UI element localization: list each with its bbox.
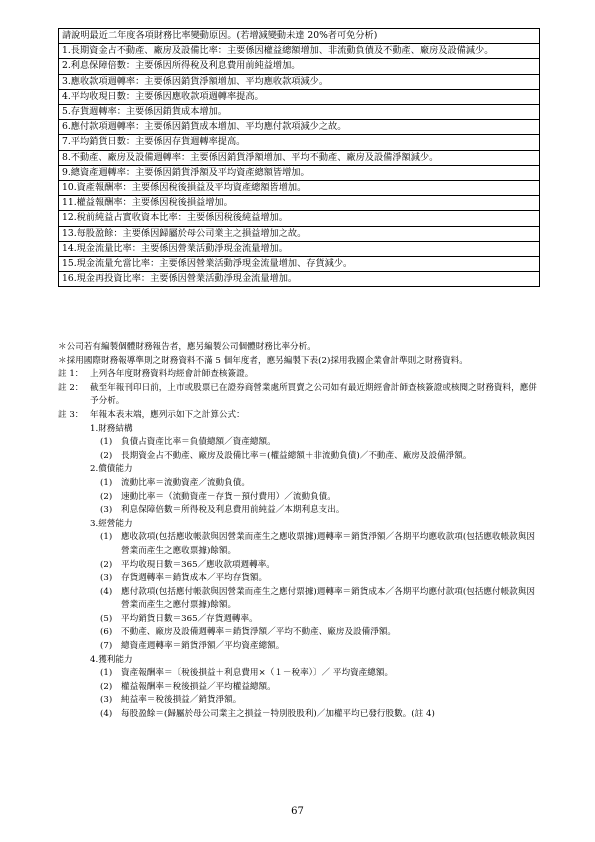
item-number: (5)	[100, 613, 113, 624]
item-number: (3)	[100, 573, 113, 584]
section-title: 1.財務結構	[90, 423, 133, 434]
formula-item	[100, 694, 540, 708]
item-text: 資產報酬率＝〔稅後損益＋利息費用×（１－稅率）〕／ 平均資產總額。	[121, 668, 394, 679]
formula-section	[90, 463, 540, 517]
note-2	[58, 382, 540, 409]
item-number: (2)	[100, 681, 113, 692]
section-title: 2.償債能力	[90, 464, 133, 475]
item-number: (1)	[100, 437, 113, 448]
formula-section	[90, 423, 540, 464]
item-number: (2)	[100, 491, 113, 502]
table-row: 15.現金流量允當比率：主要係因營業活動淨現金流量增加、存貨減少。	[59, 257, 539, 272]
formula-item	[100, 572, 540, 586]
item-text: 流動比率＝流動資產／流動負債。	[121, 477, 250, 488]
item-number: (3)	[100, 505, 113, 516]
item-number: (1)	[100, 477, 113, 488]
item-text: 速動比率＝（流動資產－存貨－預付費用）／流動負債。	[121, 491, 336, 502]
table-row: 4.平均收現日數：主要係因應收款項週轉率提高。	[59, 90, 539, 105]
item-text: 每股盈餘＝(歸屬於母公司業主之損益－特別股股利)／加權平均已發行股數。(註 4)	[121, 709, 435, 720]
formula-item	[100, 559, 540, 573]
page-number: 67	[291, 806, 304, 817]
ratio-change-explanation-table	[58, 28, 540, 287]
table-row: 1.長期資金占不動產、廠房及設備比率：主要係因權益總額增加、非流動負債及不動產、廠房及設備減少。	[59, 44, 539, 59]
item-text: 應付款項(包括應付帳款與因營業而產生之應付票據)週轉率＝銷貨成本／各期平均應付款項(包括應付帳款與因營業而產生之應付票據)餘額。	[121, 586, 535, 611]
item-text: 平均收現日數＝365／應收款項週轉率。	[121, 559, 275, 570]
item-number: (4)	[100, 586, 113, 597]
item-number: (3)	[100, 695, 113, 706]
footnote-star-2: ＊採用國際財務報導準則之財務資料不滿 5 個年度者，應另編製下表(2)採用我國企業會計準則之財務資料。	[58, 355, 468, 366]
table-row: 11.權益報酬率：主要係因稅後損益增加。	[59, 196, 539, 211]
formula-section	[90, 654, 540, 722]
note-text: 截至年報刊印日前，上市或股票已在證券商營業處所買賣之公司如有最近期經會計師查核簽證或核閱之財務資料，應併予分析。	[90, 382, 537, 407]
table-row: 9.總資產週轉率：主要係因銷貨淨額及平均資產總額皆增加。	[59, 166, 539, 181]
table-row: 7.平均銷貨日數：主要係因存貨週轉率提高。	[59, 135, 539, 150]
table-row: 6.應付款項週轉率：主要係因銷貨成本增加、平均應付款項減少之故。	[59, 120, 539, 135]
formula-item	[100, 504, 540, 518]
formula-item	[100, 626, 540, 640]
item-text: 純益率＝稅後損益／銷貨淨額。	[121, 695, 242, 706]
note-label: 註 1：	[58, 369, 84, 380]
table-row: 13.每股盈餘：主要係因歸屬於母公司業主之損益增加之故。	[59, 227, 539, 242]
table-row: 12.稅前純益占實收資本比率：主要係因稅後純益增加。	[59, 211, 539, 226]
item-number: (1)	[100, 668, 113, 679]
item-text: 存貨週轉率＝銷貨成本／平均存貨額。	[121, 573, 268, 584]
note-label: 註 3：	[58, 409, 84, 420]
table-row: 8.不動產、廠房及設備週轉率：主要係因銷貨淨額增加、平均不動產、廠房及設備淨額減少。	[59, 151, 539, 166]
notes-section	[58, 341, 540, 722]
item-number: (4)	[100, 709, 113, 720]
section-title: 4.獲利能力	[90, 654, 133, 665]
table-header: 請說明最近二年度各項財務比率變動原因。(若增減變動未達 20%者可免分析)	[59, 29, 539, 44]
formula-item	[100, 586, 540, 613]
item-number: (1)	[100, 532, 113, 543]
formula-item	[100, 681, 540, 695]
item-number: (2)	[100, 450, 113, 461]
formula-item	[100, 531, 540, 558]
note-label: 註 2：	[58, 382, 84, 393]
table-row: 16.現金再投資比率：主要係因營業活動淨現金流量增加。	[62, 273, 298, 285]
formula-item	[100, 436, 540, 450]
formula-item	[100, 708, 540, 722]
item-number: (7)	[100, 641, 113, 652]
table-row: 5.存貨週轉率：主要係因銷貨成本增加。	[59, 105, 539, 120]
note-text: 年報本表末端，應列示如下之計算公式：	[90, 409, 245, 420]
item-number: (2)	[100, 559, 113, 570]
item-text: 權益報酬率＝稅後損益／平均權益總額。	[121, 681, 276, 692]
formula-section	[90, 518, 540, 654]
item-text: 負債占資產比率＝負債總額／資產總額。	[121, 437, 276, 448]
note-3	[58, 409, 540, 423]
formula-item	[100, 640, 540, 654]
footnote-star-1: ＊公司若有編製個體財務報告者，應另編製公司個體財務比率分析。	[58, 342, 316, 352]
note-1	[58, 368, 540, 382]
table-row: 10.資產報酬率：主要係因稅後損益及平均資產總額皆增加。	[59, 181, 539, 196]
item-text: 應收款項(包括應收帳款與因營業而產生之應收票據)週轉率＝銷貨淨額／各期平均應收款項(包括應收帳款與因營業而產生之應收票據)餘額。	[121, 532, 535, 556]
item-text: 利息保障倍數＝所得稅及利息費用前純益／本期利息支出。	[121, 505, 345, 516]
section-title: 3.經營能力	[90, 518, 133, 529]
table-row: 14.現金流量比率：主要係因營業活動淨現金流量增加。	[59, 242, 539, 257]
formula-item	[100, 450, 540, 464]
formula-item	[100, 477, 540, 491]
item-text: 總資產週轉率＝銷貨淨額／平均資產總額。	[121, 641, 285, 652]
note-text: 上列各年度財務資料均經會計師查核簽證。	[90, 369, 254, 380]
item-text: 不動產、廠房及設備週轉率＝銷貨淨額／平均不動產、廠房及設備淨額。	[121, 627, 397, 638]
table-row: 3.應收款項週轉率：主要係因銷貨淨額增加、平均應收款項減少。	[59, 75, 539, 90]
table-row: 2.利息保障倍數：主要係因所得稅及利息費用前純益增加。	[59, 59, 539, 74]
formula-item	[100, 491, 540, 505]
formula-item	[100, 667, 540, 681]
item-text: 長期資金占不動產、廠房及設備比率＝(權益總額＋非流動負債)／不動產、廠房及設備淨額。	[121, 450, 472, 461]
item-number: (6)	[100, 627, 113, 638]
formula-item	[100, 613, 540, 627]
item-text: 平均銷貨日數＝365／存貨週轉率。	[121, 613, 258, 624]
